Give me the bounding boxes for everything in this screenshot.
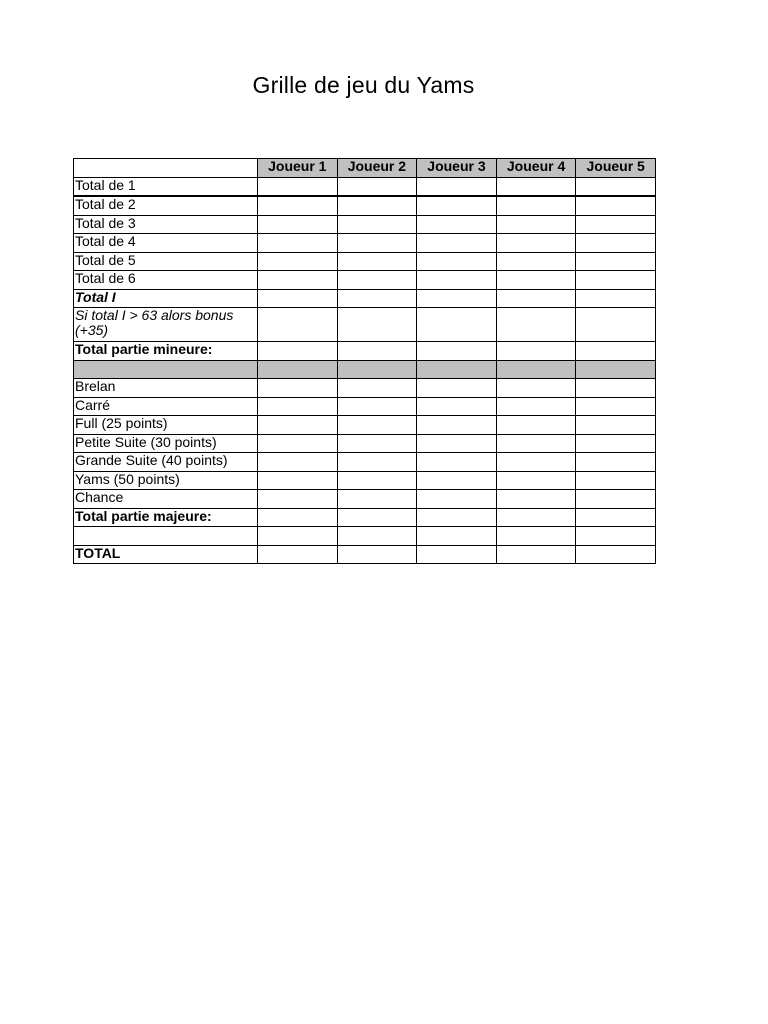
score-cell[interactable] [576,508,656,527]
score-cell[interactable] [258,416,338,435]
score-cell[interactable] [576,289,656,308]
row-label [74,360,258,379]
score-cell[interactable] [337,508,417,527]
score-cell[interactable] [496,527,576,546]
score-cell[interactable] [576,416,656,435]
score-cell[interactable] [258,471,338,490]
score-cell[interactable] [258,342,338,361]
score-cell[interactable] [496,508,576,527]
row-label: Total de 1 [74,177,258,196]
score-cell[interactable] [417,196,497,215]
score-cell[interactable] [496,416,576,435]
score-cell[interactable] [417,271,497,290]
score-cell[interactable] [576,342,656,361]
score-cell[interactable] [496,434,576,453]
score-cell[interactable] [337,471,417,490]
score-cell[interactable] [576,177,656,196]
score-cell[interactable] [496,177,576,196]
score-cell [337,360,417,379]
score-cell[interactable] [417,379,497,398]
table-row [74,215,656,234]
row-label: Chance [74,490,258,509]
table-row [74,308,656,342]
score-cell[interactable] [417,490,497,509]
score-cell [258,360,338,379]
score-cell[interactable] [496,397,576,416]
row-label: TOTAL [74,545,258,564]
score-cell[interactable] [417,234,497,253]
table-row [74,234,656,253]
score-cell[interactable] [496,289,576,308]
score-cell[interactable] [258,308,338,342]
score-cell[interactable] [576,453,656,472]
row-label: Si total I > 63 alors bonus (+35) [74,308,258,342]
score-cell[interactable] [576,397,656,416]
score-cell[interactable] [496,196,576,215]
score-cell[interactable] [337,397,417,416]
score-cell[interactable] [576,308,656,342]
score-cell[interactable] [576,234,656,253]
score-cell[interactable] [337,252,417,271]
score-cell [496,360,576,379]
score-cell[interactable] [337,215,417,234]
table-row [74,490,656,509]
score-cell[interactable] [258,379,338,398]
table-row [74,289,656,308]
score-cell[interactable] [576,196,656,215]
player-header: Joueur 1 [258,159,338,178]
score-cell[interactable] [576,252,656,271]
score-cell[interactable] [258,234,338,253]
separator-row [74,360,656,379]
score-cell[interactable] [337,434,417,453]
score-cell[interactable] [496,342,576,361]
page-title: Grille de jeu du Yams [252,72,475,98]
score-cell[interactable] [417,545,497,564]
score-cell[interactable] [417,397,497,416]
score-cell[interactable] [576,271,656,290]
score-cell[interactable] [576,434,656,453]
score-cell[interactable] [337,308,417,342]
player-header: Joueur 5 [576,159,656,178]
score-cell[interactable] [337,527,417,546]
score-cell[interactable] [258,508,338,527]
score-cell[interactable] [496,308,576,342]
score-table [73,158,656,564]
score-cell[interactable] [496,490,576,509]
score-cell[interactable] [258,289,338,308]
player-header: Joueur 2 [337,159,417,178]
row-label: Carré [74,397,258,416]
score-cell[interactable] [417,177,497,196]
table-row [74,434,656,453]
score-cell[interactable] [417,252,497,271]
score-cell[interactable] [417,308,497,342]
score-cell[interactable] [258,271,338,290]
score-cell[interactable] [337,196,417,215]
score-cell[interactable] [337,177,417,196]
row-label: Total de 3 [74,215,258,234]
table-row [74,397,656,416]
corner-cell [74,159,258,178]
score-cell[interactable] [576,215,656,234]
score-cell[interactable] [576,545,656,564]
score-cell[interactable] [417,434,497,453]
score-cell[interactable] [496,453,576,472]
score-cell[interactable] [337,453,417,472]
table-row [74,177,656,196]
score-cell[interactable] [258,215,338,234]
table-row [74,508,656,527]
row-label: Total partie majeure: [74,508,258,527]
row-label: Grande Suite (40 points) [74,453,258,472]
table-row [74,379,656,398]
table-row [74,545,656,564]
row-label: Brelan [74,379,258,398]
score-cell[interactable] [496,234,576,253]
score-cell[interactable] [258,434,338,453]
table-row [74,416,656,435]
score-cell[interactable] [576,471,656,490]
score-cell[interactable] [417,215,497,234]
row-label: Total I [74,289,258,308]
score-cell[interactable] [258,397,338,416]
score-cell[interactable] [258,490,338,509]
row-label: Total de 4 [74,234,258,253]
score-cell[interactable] [496,471,576,490]
row-label: Petite Suite (30 points) [74,434,258,453]
player-header: Joueur 4 [496,159,576,178]
score-cell[interactable] [337,545,417,564]
row-label: Yams (50 points) [74,471,258,490]
row-label: Full (25 points) [74,416,258,435]
score-cell[interactable] [576,527,656,546]
score-cell[interactable] [337,379,417,398]
table-row [74,453,656,472]
score-cell[interactable] [337,490,417,509]
score-cell[interactable] [496,545,576,564]
score-cell[interactable] [417,416,497,435]
player-header: Joueur 3 [417,159,497,178]
score-cell[interactable] [496,271,576,290]
score-cell[interactable] [258,177,338,196]
table-row [74,527,656,546]
score-cell [417,360,497,379]
score-cell[interactable] [258,527,338,546]
score-cell[interactable] [258,545,338,564]
score-cell[interactable] [576,379,656,398]
score-cell[interactable] [337,271,417,290]
score-cell[interactable] [337,416,417,435]
row-label: Total de 6 [74,271,258,290]
score-cell[interactable] [258,196,338,215]
table-row [74,271,656,290]
row-label: Total de 2 [74,196,258,215]
score-cell[interactable] [496,379,576,398]
score-cell[interactable] [576,490,656,509]
score-cell [576,360,656,379]
score-cell[interactable] [258,252,338,271]
table-row [74,342,656,361]
score-cell[interactable] [417,471,497,490]
score-cell[interactable] [496,252,576,271]
score-cell[interactable] [417,453,497,472]
table-row [74,196,656,215]
score-cell[interactable] [337,234,417,253]
row-label: Total de 5 [74,252,258,271]
score-cell[interactable] [337,342,417,361]
score-cell[interactable] [417,527,497,546]
score-cell[interactable] [496,215,576,234]
score-cell[interactable] [337,289,417,308]
row-label: Total partie mineure: [74,342,258,361]
score-table-body [74,177,656,564]
table-row [74,471,656,490]
score-cell[interactable] [417,342,497,361]
header-row [74,159,656,178]
table-row [74,252,656,271]
score-cell[interactable] [417,508,497,527]
score-cell[interactable] [258,453,338,472]
row-label [74,527,258,546]
score-cell[interactable] [417,289,497,308]
